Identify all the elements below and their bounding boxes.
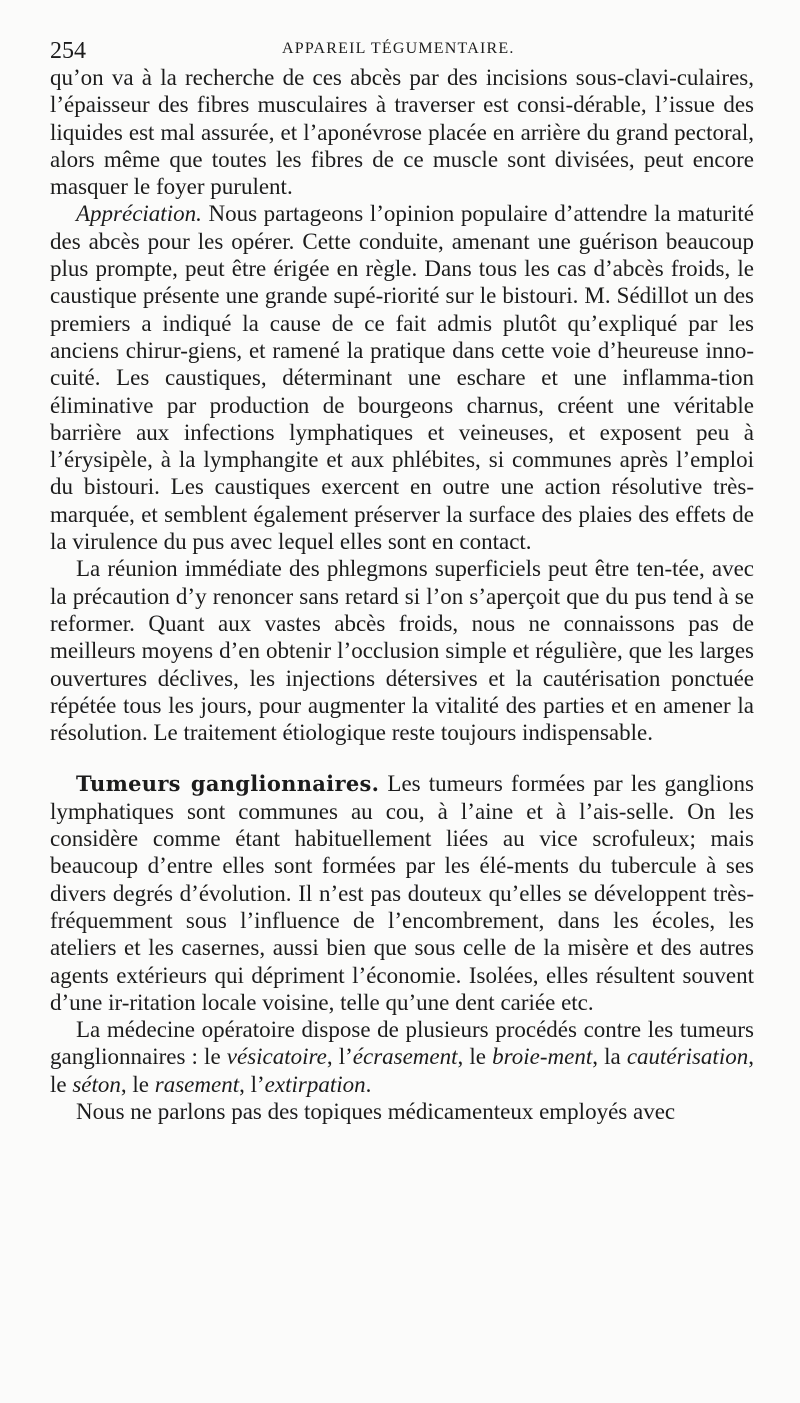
separator: , l’: [326, 1044, 353, 1070]
term-rasement: rasement: [154, 1071, 240, 1097]
paragraph-reunion-immediate: La réunion immédiate des phlegmons superficiels peut être ten-tée, avec la précaution d’y renoncer sans retard si l’on s’aperçoit que du pus tend à se reformer. Quant aux vastes abcès froids, nous ne connaissons pas de meilleurs moyens d’en obtenir l’occlusion simple et régulière, que les larges ouvertures déclives, les injections détersives et la cautérisation ponctuée répétée tous les jours, pour augmenter la vitalité des parties et en amener la résolution. Le traitement étiologique reste toujours indispensable.: [50, 556, 754, 746]
separator: , le: [50, 1044, 754, 1097]
term-broiement: broie-ment: [492, 1044, 593, 1070]
term-seton: séton: [72, 1071, 121, 1097]
paragraph-topiques: Nous ne parlons pas des topiques médicamenteux employés avec: [76, 1098, 676, 1124]
term-extirpation: extirpation: [264, 1071, 366, 1097]
section-heading-tumeurs-ganglionnaires: Tumeurs ganglionnaires.: [76, 771, 380, 797]
term-vesicatoire: vésicatoire: [226, 1044, 327, 1070]
paragraph-procedes: [50, 1016, 754, 1098]
sentence-end: .: [365, 1071, 372, 1097]
separator: , le: [120, 1071, 155, 1097]
separator: , l’: [239, 1071, 265, 1097]
paragraph-tumeurs-ganglionnaires: [50, 770, 754, 1016]
procedes-intro: La médecine opératoire dispose de plusieurs procédés contre les tumeurs ganglionnaires : le: [50, 1017, 754, 1070]
page-number: 254: [50, 38, 86, 64]
paragraph-appreciation-text: Nous partageons l’opinion populaire d’attendre la maturité des abcès pour les opérer. Cette conduite, amenant une guérison beaucoup plus prompte, peut être érigée en règle. Dans tous les cas d’abcès froids, le caustique présente une grande supé-riorité sur le bistouri. M. Sédillot un des premiers a indiqué la cause de ce fait admis plutôt qu’expliqué par les anciens chirur-giens, et ramené la pratique dans cette voie d’heureuse inno-cuité. Les caustiques, déterminant une eschare et une inflamma-tion éliminative par production de bourgeons charnus, créent une véritable barrière aux infections lymphatiques et veineuses, et exposent peu à l’érysipèle, à la lymphangite et aux phlébites, si communes après l’emploi du bistouri. Les caustiques exercent en outre une action résolutive très-marquée, et semblent également préserver la surface des plaies des effets de la virulence du pus avec lequel elles sont en contact.: [50, 201, 754, 555]
paragraph-appreciation: [50, 200, 754, 555]
term-cauterisation: cautérisation: [626, 1044, 749, 1070]
body-text: [50, 64, 754, 1125]
running-head: [50, 34, 754, 64]
separator: , le: [457, 1044, 493, 1070]
paragraph-abces-continuation: qu’on va à la recherche de ces abcès par des incisions sous-clavi-culaires, l’épaisseur des fibres musculaires à traverser est consi-dérable, l’issue des liquides est mal assurée, et l’aponévrose placée en arrière du grand pectoral, alors même que toutes les fibres de ce muscle sont divisées, peut encore masquer le foyer purulent.: [50, 65, 754, 200]
section-gap: [50, 746, 754, 770]
separator: , la: [592, 1044, 627, 1070]
running-title: APPAREIL TÉGUMENTAIRE.: [282, 40, 515, 57]
term-ecrasement: écrasement: [352, 1044, 458, 1070]
run-in-heading-appreciation: Appréciation.: [76, 201, 202, 227]
paragraph-tumeurs-text: Les tumeurs formées par les ganglions lymphatiques sont communes au cou, à l’aine et à l’ais-selle. On les considère comme étant habituellement liées au vice scrofuleux; mais beaucoup d’entre elles sont formées par les élé-ments du tubercule à ses divers degrés d’évolution. Il n’est pas douteux qu’elles se développent très-fréquemment sous l’influence de l’encombrement, dans les écoles, les ateliers et les casernes, aussi bien que sous celle de la misère et des autres agents extérieurs qui dépriment l’économie. Isolées, elles résultent souvent d’une ir-ritation locale voisine, telle qu’une dent cariée etc.: [50, 771, 754, 1015]
